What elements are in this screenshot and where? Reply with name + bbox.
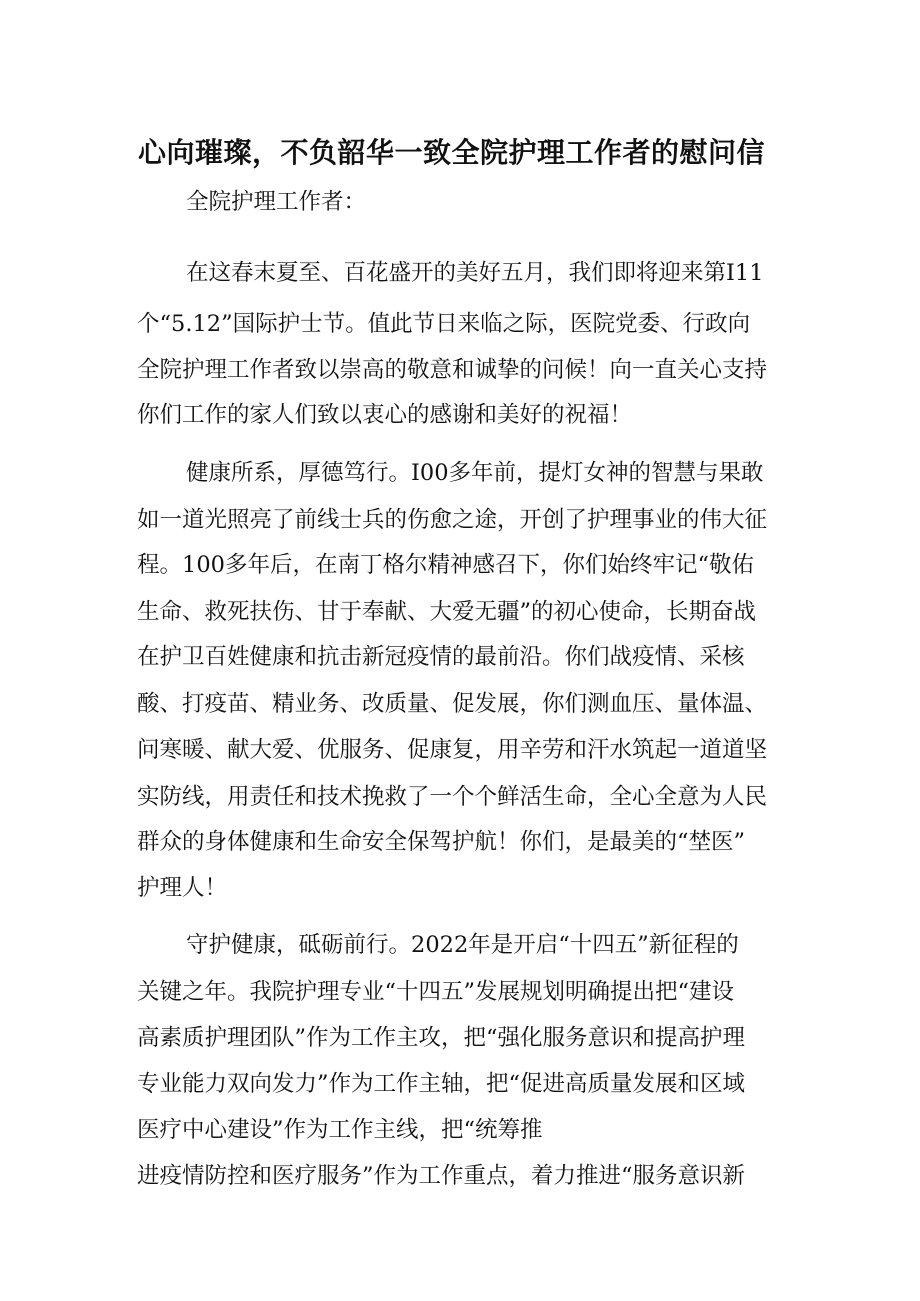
body-line: 如一道光照亮了前线士兵的伤愈之途，开创了护理事业的伟大征 [137, 507, 768, 533]
body-line: 全院护理工作者致以崇高的敬意和诚挚的问候！向一直关心支持 [137, 357, 768, 383]
body-line: 个“5.12”国际护士节。值此节日来临之际，医院党委、行政向 [137, 311, 751, 337]
body-line: 高素质护理团队”作为工作主攻，把“强化服务意识和提高护理 [137, 1025, 746, 1051]
body-line: 群众的身体健康和生命安全保驾护航！你们，是最美的“埜医” [137, 829, 746, 855]
salutation: 全院护理工作者： [186, 189, 367, 215]
body-line: 专业能力双向发力”作为工作主轴，把“促进高质量发展和区域 [137, 1071, 746, 1097]
body-line: 医疗中心建设”作为工作主线，把“统筹推 [137, 1117, 543, 1143]
body-line: 关键之年。我院护理专业“十四五”发展规划明确提出把“建设 [137, 979, 735, 1005]
body-line: 健康所系，厚德笃行。I00多年前，提灯女神的智慧与果敢 [186, 460, 764, 486]
body-line: 酸、打疫苗、精业务、改质量、促发展，你们测血压、量体温、 [137, 691, 768, 717]
body-line: 在护卫百姓健康和抗击新冠疫情的最前沿。你们战疫情、采核 [137, 644, 745, 670]
letter-title: 心向璀璨，不负韶华一致全院护理工作者的慰问信 [138, 136, 766, 169]
body-line: 在这春末夏至、百花盛开的美好五月，我们即将迎来第I11 [186, 260, 764, 286]
body-line: 守护健康，砥砺前行。2022年是开启“十四五”新征程的 [186, 932, 739, 958]
body-line: 你们工作的家人们致以衷心的感谢和美好的祝福！ [137, 402, 633, 428]
body-line: 实防线，用责任和技术挽救了一个个鲜活生命，全心全意为人民 [137, 784, 768, 810]
body-line: 进疫情防控和医疗服务”作为工作重点，着力推进“服务意识新 [137, 1163, 746, 1189]
body-line: 问寒暖、献大爱、优服务、促康复，用辛劳和汗水筑起一道道坚 [137, 737, 768, 763]
body-line: 程。100多年后，在南丁格尔精神感召下，你们始终牢记“敬佑 [137, 552, 754, 578]
body-line: 护理人！ [137, 875, 228, 901]
body-line: 生命、救死扶伤、甘于奉献、大爱无疆”的初心使命，长期奋战 [137, 599, 757, 625]
